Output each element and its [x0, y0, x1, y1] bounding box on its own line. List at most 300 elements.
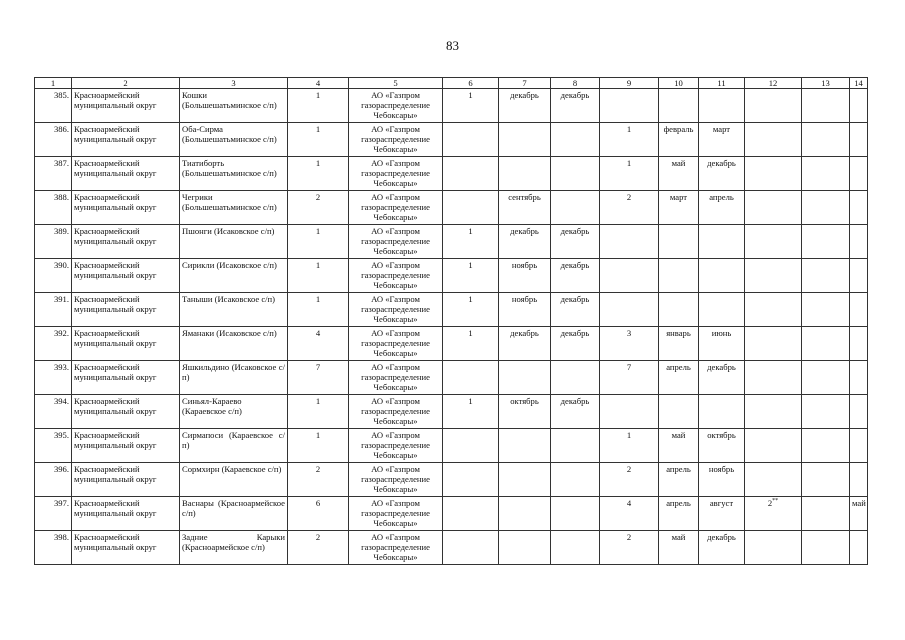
table-row: [35, 157, 868, 191]
settlement-cell-text: Тиатиборть (Большешатьминское с/п): [182, 158, 277, 178]
table-row: [35, 429, 868, 463]
col4-cell-text: 7: [315, 362, 321, 372]
col10-cell: [659, 327, 699, 361]
col12-cell-text: 2: [767, 498, 773, 508]
col8-cell: [551, 429, 600, 463]
col8-cell-text: декабрь: [560, 328, 590, 338]
col9-cell: [600, 429, 659, 463]
operator-cell: [349, 225, 443, 259]
settlement-cell: [180, 327, 288, 361]
operator-cell-text: АО «Газпром газораспределение Чебоксары»: [361, 498, 430, 528]
district-cell: [72, 89, 180, 123]
col6-cell: [443, 225, 499, 259]
col10-cell: [659, 89, 699, 123]
col8-cell-text: декабрь: [560, 294, 590, 304]
col4-cell: [288, 225, 349, 259]
col4-cell: [288, 463, 349, 497]
table-row: [35, 225, 868, 259]
operator-cell: [349, 395, 443, 429]
operator-cell-text: АО «Газпром газораспределение Чебоксары»: [361, 328, 430, 358]
col9-cell: [600, 395, 659, 429]
col11-cell: [699, 191, 745, 225]
col7-cell: [499, 225, 551, 259]
district-cell-text: Красноармейский муниципальный округ: [74, 294, 157, 314]
col10-cell-text: май: [671, 532, 686, 542]
col12-cell: [745, 191, 802, 225]
col14-cell: [850, 123, 868, 157]
operator-cell-text: АО «Газпром газораспределение Чебоксары»: [361, 226, 430, 256]
operator-cell: [349, 259, 443, 293]
col4-cell-text: 1: [315, 260, 321, 270]
row-number-text: 394.: [53, 396, 69, 406]
col11-cell-text: март: [712, 124, 731, 134]
col7-cell: [499, 123, 551, 157]
district-cell-text: Красноармейский муниципальный округ: [74, 498, 157, 518]
col9-cell: [600, 157, 659, 191]
col10-cell: [659, 225, 699, 259]
col10-cell-text: май: [671, 158, 686, 168]
operator-cell-text: АО «Газпром газораспределение Чебоксары»: [361, 260, 430, 290]
column-header-4: 4: [288, 78, 349, 89]
col8-cell: [551, 327, 600, 361]
col4-cell-text: 1: [315, 226, 321, 236]
row-number: [35, 531, 72, 565]
col7-cell: [499, 157, 551, 191]
row-number: [35, 497, 72, 531]
col8-cell: [551, 123, 600, 157]
row-number-text: 397.: [53, 498, 69, 508]
district-cell: [72, 225, 180, 259]
col13-cell: [802, 157, 850, 191]
gasification-table: [34, 77, 868, 565]
col10-cell-text: апрель: [666, 464, 691, 474]
col13-cell: [802, 429, 850, 463]
col4-cell: [288, 361, 349, 395]
col7-cell: [499, 429, 551, 463]
col12-cell: [745, 327, 802, 361]
col10-cell-text: апрель: [666, 498, 691, 508]
col11-cell: [699, 327, 745, 361]
col13-cell: [802, 89, 850, 123]
col7-cell-text: декабрь: [510, 328, 539, 338]
settlement-cell: [180, 361, 288, 395]
col6-cell: [443, 157, 499, 191]
row-number-text: 391.: [53, 294, 69, 304]
col11-cell: [699, 293, 745, 327]
col10-cell: [659, 531, 699, 565]
col9-cell: [600, 225, 659, 259]
col14-cell-text: май: [852, 498, 866, 508]
row-number-text: 392.: [53, 328, 69, 338]
col13-cell: [802, 531, 850, 565]
col9-cell-text: 2: [626, 192, 632, 202]
col9-cell-text: 2: [626, 532, 632, 542]
district-cell: [72, 259, 180, 293]
col11-cell: [699, 225, 745, 259]
settlement-cell-text: Таныши (Исаковское с/п): [182, 294, 276, 304]
col4-cell: [288, 293, 349, 327]
row-number-text: 389.: [53, 226, 69, 236]
col8-cell: [551, 497, 600, 531]
district-cell: [72, 429, 180, 463]
col4-cell-text: 1: [315, 396, 321, 406]
operator-cell: [349, 89, 443, 123]
settlement-cell-text: Сирмапоси (Караевское с/п): [182, 430, 285, 450]
col14-cell: [850, 293, 868, 327]
col4-cell-text: 2: [315, 464, 321, 474]
column-header-6: 6: [443, 78, 499, 89]
col4-cell-text: 1: [315, 124, 321, 134]
row-number-text: 396.: [53, 464, 69, 474]
district-cell: [72, 531, 180, 565]
col12-cell: [745, 157, 802, 191]
col13-cell: [802, 361, 850, 395]
col7-cell: [499, 361, 551, 395]
settlement-cell: [180, 497, 288, 531]
col11-cell-text: декабрь: [707, 158, 736, 168]
col4-cell-text: 6: [315, 498, 321, 508]
settlement-cell: [180, 259, 288, 293]
col10-cell-text: март: [669, 192, 688, 202]
col6-cell-text: 1: [468, 226, 473, 236]
operator-cell-text: АО «Газпром газораспределение Чебоксары»: [361, 124, 430, 154]
row-number: [35, 361, 72, 395]
operator-cell: [349, 429, 443, 463]
col14-cell: [850, 497, 868, 531]
col6-cell: [443, 429, 499, 463]
column-header-3: 3: [180, 78, 288, 89]
col4-cell-text: 4: [315, 328, 321, 338]
operator-cell: [349, 361, 443, 395]
col6-cell: [443, 259, 499, 293]
col14-cell: [850, 225, 868, 259]
col13-cell: [802, 497, 850, 531]
col8-cell: [551, 531, 600, 565]
column-header-2: 2: [72, 78, 180, 89]
settlement-cell-text: Сирикли (Исаковское с/п): [182, 260, 277, 270]
col10-cell: [659, 191, 699, 225]
settlement-cell: [180, 89, 288, 123]
col9-cell-text: 1: [626, 430, 632, 440]
col7-cell-text: декабрь: [510, 226, 539, 236]
col10-cell-text: январь: [666, 328, 691, 338]
col4-cell-text: 1: [315, 430, 321, 440]
col9-cell-text: 7: [626, 362, 632, 372]
row-number-text: 386.: [53, 124, 69, 134]
col10-cell: [659, 361, 699, 395]
col12-cell: [745, 463, 802, 497]
district-cell-text: Красноармейский муниципальный округ: [74, 226, 157, 246]
row-number-text: 390.: [53, 260, 69, 270]
col8-cell: [551, 395, 600, 429]
col13-cell: [802, 259, 850, 293]
col10-cell: [659, 497, 699, 531]
row-number-text: 388.: [53, 192, 69, 202]
col7-cell: [499, 89, 551, 123]
col9-cell-text: 2: [626, 464, 632, 474]
settlement-cell: [180, 123, 288, 157]
col11-cell-text: ноябрь: [708, 464, 735, 474]
col7-cell: [499, 395, 551, 429]
col7-cell-text: ноябрь: [511, 260, 538, 270]
settlement-cell: [180, 531, 288, 565]
col8-cell: [551, 463, 600, 497]
col7-cell: [499, 463, 551, 497]
col4-cell: [288, 429, 349, 463]
col11-cell: [699, 361, 745, 395]
col7-cell-text: октябрь: [510, 396, 539, 406]
settlement-cell: [180, 225, 288, 259]
col6-cell: [443, 463, 499, 497]
col8-cell: [551, 293, 600, 327]
district-cell-text: Красноармейский муниципальный округ: [74, 396, 157, 416]
district-cell-text: Красноармейский муниципальный округ: [74, 532, 157, 552]
district-cell: [72, 497, 180, 531]
col7-cell: [499, 293, 551, 327]
col12-cell: [745, 395, 802, 429]
col10-cell: [659, 395, 699, 429]
header-row: [35, 78, 868, 89]
table-row: [35, 191, 868, 225]
district-cell: [72, 191, 180, 225]
col6-cell: [443, 293, 499, 327]
district-cell-text: Красноармейский муниципальный округ: [74, 464, 157, 484]
district-cell: [72, 463, 180, 497]
col6-cell: [443, 531, 499, 565]
col6-cell: [443, 361, 499, 395]
column-header-5: 5: [349, 78, 443, 89]
column-header-13: 13: [802, 78, 850, 89]
col9-cell-text: 1: [626, 124, 632, 134]
district-cell-text: Красноармейский муниципальный округ: [74, 90, 157, 110]
col14-cell: [850, 191, 868, 225]
col14-cell: [850, 463, 868, 497]
col8-cell: [551, 259, 600, 293]
column-header-1: 1: [35, 78, 72, 89]
col13-cell: [802, 327, 850, 361]
column-header-11: 11: [699, 78, 745, 89]
col6-cell-text: 1: [468, 294, 473, 304]
col10-cell-text: февраль: [663, 124, 694, 134]
col12-cell: [745, 497, 802, 531]
col12-cell: [745, 531, 802, 565]
operator-cell-text: АО «Газпром газораспределение Чебоксары»: [361, 396, 430, 426]
col12-cell: [745, 361, 802, 395]
col10-cell-text: апрель: [666, 362, 691, 372]
col11-cell: [699, 463, 745, 497]
table-row: [35, 497, 868, 531]
col11-cell: [699, 259, 745, 293]
col4-cell: [288, 259, 349, 293]
col6-cell-text: 1: [468, 90, 473, 100]
col10-cell: [659, 293, 699, 327]
table-row: [35, 259, 868, 293]
operator-cell-text: АО «Газпром газораспределение Чебоксары»: [361, 464, 430, 494]
settlement-cell: [180, 395, 288, 429]
operator-cell-text: АО «Газпром газораспределение Чебоксары»: [361, 192, 430, 222]
settlement-cell-text: Задние Карыки (Красноармейское с/п): [182, 532, 285, 552]
col9-cell: [600, 531, 659, 565]
settlement-cell: [180, 429, 288, 463]
col6-cell: [443, 89, 499, 123]
row-number: [35, 395, 72, 429]
col4-cell: [288, 497, 349, 531]
table-row: [35, 395, 868, 429]
row-number: [35, 429, 72, 463]
row-number: [35, 191, 72, 225]
row-number: [35, 225, 72, 259]
page-number: 83: [446, 38, 459, 53]
col8-cell-text: декабрь: [560, 90, 590, 100]
col13-cell: [802, 293, 850, 327]
col11-cell: [699, 395, 745, 429]
district-cell: [72, 157, 180, 191]
table-body: [35, 78, 868, 565]
district-cell-text: Красноармейский муниципальный округ: [74, 158, 157, 178]
col4-cell: [288, 395, 349, 429]
col10-cell: [659, 157, 699, 191]
col6-cell: [443, 327, 499, 361]
row-number-text: 398.: [53, 532, 69, 542]
col11-cell: [699, 429, 745, 463]
col8-cell: [551, 191, 600, 225]
table-row: [35, 89, 868, 123]
col8-cell: [551, 225, 600, 259]
row-number: [35, 463, 72, 497]
settlement-cell-text: Сормхирн (Караевское с/п): [182, 464, 282, 474]
settlement-cell-text: Синьял-Караево (Караевское с/п): [182, 396, 242, 416]
settlement-cell-text: Яманаки (Исаковское с/п): [182, 328, 277, 338]
col9-cell: [600, 293, 659, 327]
district-cell: [72, 361, 180, 395]
column-header-8: 8: [551, 78, 600, 89]
district-cell: [72, 293, 180, 327]
col4-cell: [288, 531, 349, 565]
col7-cell: [499, 259, 551, 293]
col14-cell: [850, 89, 868, 123]
row-number: [35, 123, 72, 157]
col12-cell: [745, 259, 802, 293]
col7-cell-text: ноябрь: [511, 294, 538, 304]
col11-cell-text: август: [709, 498, 734, 508]
col14-cell: [850, 531, 868, 565]
district-cell: [72, 123, 180, 157]
district-cell-text: Красноармейский муниципальный округ: [74, 192, 157, 212]
col10-cell: [659, 463, 699, 497]
settlement-cell: [180, 191, 288, 225]
col11-cell: [699, 531, 745, 565]
col9-cell-text: 3: [626, 328, 632, 338]
settlement-cell: [180, 293, 288, 327]
col11-cell: [699, 497, 745, 531]
col11-cell-text: июнь: [711, 328, 732, 338]
col4-cell: [288, 327, 349, 361]
col7-cell-text: сентябрь: [508, 192, 541, 202]
district-cell-text: Красноармейский муниципальный округ: [74, 328, 157, 348]
operator-cell-text: АО «Газпром газораспределение Чебоксары»: [361, 532, 430, 562]
col6-cell-text: 1: [468, 396, 473, 406]
col13-cell: [802, 123, 850, 157]
col11-cell: [699, 123, 745, 157]
col7-cell: [499, 191, 551, 225]
col4-cell-text: 2: [315, 532, 321, 542]
col7-cell: [499, 531, 551, 565]
col14-cell: [850, 327, 868, 361]
col8-cell-text: декабрь: [560, 396, 590, 406]
col12-cell: [745, 429, 802, 463]
col14-cell: [850, 361, 868, 395]
col12-cell: [745, 225, 802, 259]
col13-cell: [802, 395, 850, 429]
operator-cell: [349, 531, 443, 565]
row-number: [35, 157, 72, 191]
col12-cell: [745, 123, 802, 157]
district-cell-text: Красноармейский муниципальный округ: [74, 430, 157, 450]
col10-cell: [659, 429, 699, 463]
district-cell-text: Красноармейский муниципальный округ: [74, 124, 157, 144]
col9-cell: [600, 497, 659, 531]
col6-cell: [443, 395, 499, 429]
col4-cell: [288, 157, 349, 191]
col4-cell-text: 1: [315, 158, 321, 168]
col7-cell-text: декабрь: [510, 90, 539, 100]
col8-cell: [551, 89, 600, 123]
col14-cell: [850, 157, 868, 191]
district-cell-text: Красноармейский муниципальный округ: [74, 362, 157, 382]
col8-cell: [551, 361, 600, 395]
table-row: [35, 293, 868, 327]
column-header-12: 12: [745, 78, 802, 89]
row-number-text: 387.: [53, 158, 69, 168]
settlement-cell-text: Васнары (Красноармейское с/п): [182, 498, 285, 518]
col10-cell: [659, 123, 699, 157]
row-number: [35, 89, 72, 123]
footnote-marker: **: [772, 498, 779, 504]
col6-cell-text: 1: [468, 328, 473, 338]
col9-cell: [600, 89, 659, 123]
col10-cell-text: май: [671, 430, 686, 440]
col13-cell: [802, 463, 850, 497]
col13-cell: [802, 191, 850, 225]
col9-cell: [600, 191, 659, 225]
col6-cell: [443, 191, 499, 225]
settlement-cell: [180, 463, 288, 497]
column-header-7: 7: [499, 78, 551, 89]
operator-cell: [349, 123, 443, 157]
operator-cell: [349, 293, 443, 327]
col4-cell-text: 2: [315, 192, 321, 202]
col6-cell-text: 1: [468, 260, 473, 270]
row-number: [35, 327, 72, 361]
operator-cell: [349, 327, 443, 361]
col7-cell: [499, 497, 551, 531]
column-header-14: 14: [850, 78, 868, 89]
col11-cell: [699, 157, 745, 191]
col11-cell-text: октябрь: [707, 430, 736, 440]
col11-cell-text: декабрь: [707, 532, 736, 542]
col6-cell: [443, 123, 499, 157]
row-number: [35, 293, 72, 327]
col4-cell: [288, 191, 349, 225]
operator-cell: [349, 191, 443, 225]
col10-cell: [659, 259, 699, 293]
col11-cell-text: декабрь: [707, 362, 736, 372]
settlement-cell-text: Оба-Сирма (Большешатьминское с/п): [182, 124, 277, 144]
operator-cell-text: АО «Газпром газораспределение Чебоксары»: [361, 90, 430, 120]
row-number-text: 385.: [53, 90, 69, 100]
settlement-cell-text: Кошки (Большешатьминское с/п): [182, 90, 277, 110]
settlement-cell-text: Яшкильдино (Исаковское с/п): [182, 362, 285, 382]
